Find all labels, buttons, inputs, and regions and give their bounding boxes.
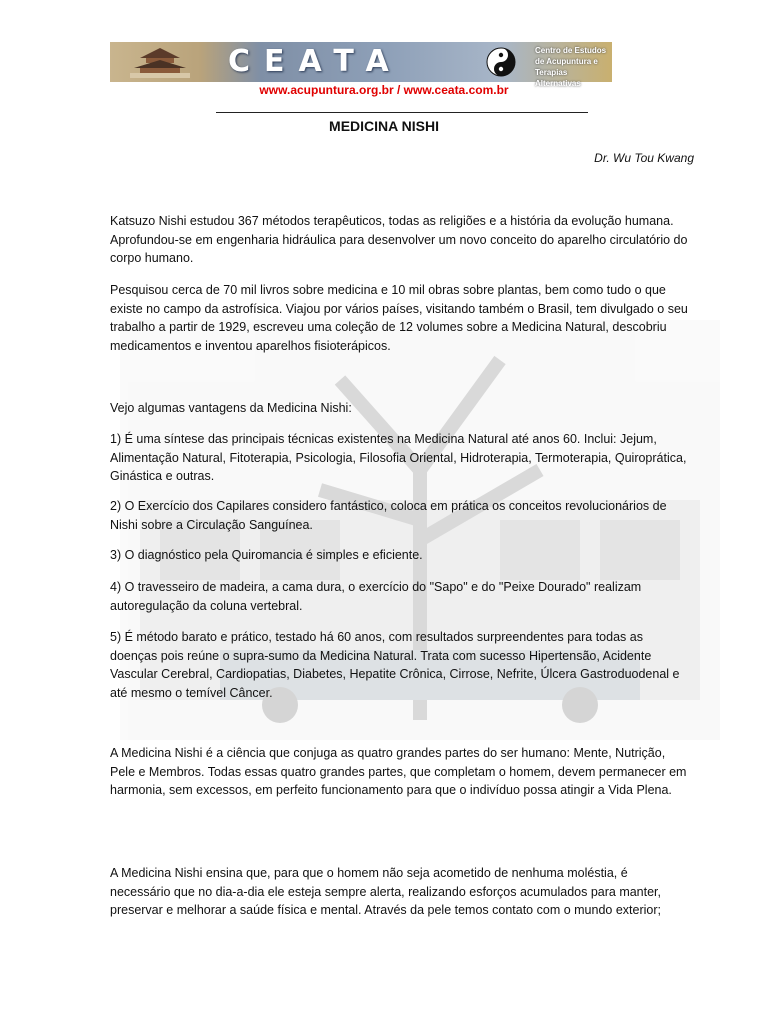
list-item: 5) É método barato e prático, testado há 60 anos, com resultados surpreendentes para todas as doenças pois reúne o supra-sumo da Medicina Natural. Trata com sucesso Hipertensão, Acidente Vascular Cerebral, Cardiopatias, Diabetes, Hepatite Crônica, Cirrose, Nefrite, Úlcera Gastroduodenal e até mesmo o temível Câncer.: [110, 630, 680, 700]
paragraph: A Medicina Nishi ensina que, para que o homem não seja acometido de nenhuma moléstia, é necessário que no dia-a-dia ele esteja sempre alerta, realizando esforços acumulados para manter, preservar e melhorar a saúde física e mental. Através da pele temos contato com o mundo exterior;: [110, 866, 662, 917]
list-item: 2) O Exercício dos Capilares considero fantástico, coloca em prática os conceitos revolucionários de Nishi sobre a Circulação Sanguínea.: [110, 499, 667, 532]
paragraph: Katsuzo Nishi estudou 367 métodos terapêuticos, todas as religiões e a história da evolução humana. Aprofundou-se em engenharia hidráulica para desenvolver um novo conceito do aparelho circulatório do corpo humano.: [110, 214, 688, 265]
header-banner: [110, 42, 612, 88]
divider: [216, 112, 588, 113]
paragraph: Pesquisou cerca de 70 mil livros sobre medicina e 10 mil obras sobre plantas, bem como tudo o que existe no campo da astrofísica. Viajou por vários países, visitando também o Brasil, tem divulgado o seu trabalho a partir de 1929, escreveu uma coleção de 12 volumes sobre a Medicina Natural, descobriu medicamentos e inventou aparelhos fisioterápicos.: [110, 283, 688, 353]
logo-subtitle: Centro de Estudos de Acupuntura e Terapias Alternativas: [535, 46, 607, 88]
logo-text: CEATA: [228, 44, 403, 79]
paragraph: Vejo algumas vantagens da Medicina Nishi:: [110, 401, 352, 415]
temple-icon: [120, 46, 200, 80]
paragraph: A Medicina Nishi é a ciência que conjuga as quatro grandes partes do ser humano: Mente, Nutrição, Pele e Membros. Todas essas quatro grandes partes, que completam o homem, devem permanecer em harmonia, sem excessos, em perfeito funcionamento para que o indivíduo possa atingir a Vida Plena.: [110, 746, 687, 797]
author: Dr. Wu Tou Kwang: [594, 151, 694, 165]
website-links[interactable]: www.acupuntura.org.br / www.ceata.com.br: [259, 83, 509, 97]
page-title: MEDICINA NISHI: [329, 118, 439, 134]
list-item: 4) O travesseiro de madeira, a cama dura, o exercício do "Sapo" e do "Peixe Dourado" realizam autoregulação da coluna vertebral.: [110, 580, 642, 613]
list-item: 1) É uma síntese das principais técnicas existentes na Medicina Natural até anos 60. Inclui: Jejum, Alimentação Natural, Fitoterapia, Psicologia, Filosofia Oriental, Hidroterapia, Termoterapia, Quiroprática, Ginástica e outras.: [110, 432, 687, 483]
list-item: 3) O diagnóstico pela Quiromancia é simples e eficiente.: [110, 548, 423, 562]
yin-yang-icon: [486, 47, 516, 77]
